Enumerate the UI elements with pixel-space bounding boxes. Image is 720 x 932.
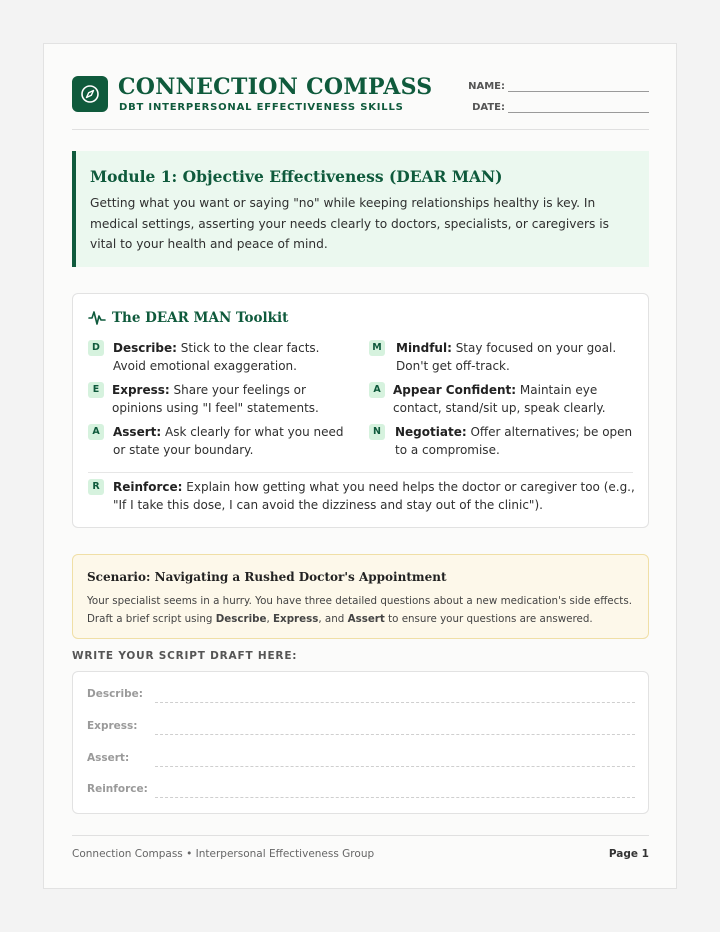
letter-badge: R — [88, 479, 104, 495]
letter-badge: M — [369, 340, 385, 356]
script-draft-box — [72, 671, 649, 814]
pulse-icon — [88, 309, 106, 327]
item-term: Appear Confident: — [393, 383, 517, 397]
draft-row-reinforce[interactable] — [87, 783, 635, 799]
draft-row-label: Describe: — [87, 688, 143, 700]
draft-row-label: Assert: — [87, 752, 130, 764]
toolkit-card — [72, 293, 649, 528]
item-text: Maintain eye contact, stand/sit up, speak clearly. — [393, 383, 606, 415]
draft-row-assert[interactable] — [87, 752, 635, 768]
toolkit-title: The DEAR MAN Toolkit — [112, 310, 289, 326]
scenario-line-1: Your specialist seems in a hurry. You have three detailed questions about a new medication's side effects. — [87, 595, 632, 607]
letter-badge: E — [88, 382, 104, 398]
date-label: DATE: — [472, 102, 505, 113]
compass-icon — [80, 84, 100, 104]
page-footer — [72, 835, 649, 865]
page-header — [72, 74, 649, 130]
toolkit-item-describe — [88, 339, 348, 375]
draft-row-label: Express: — [87, 720, 138, 732]
name-label: NAME: — [468, 81, 505, 92]
keyword-describe: Describe — [215, 613, 267, 625]
toolkit-item-assert — [88, 423, 353, 459]
item-text: Explain how getting what you need helps the doctor or caregiver too (e.g., "If I take this dose, I can avoid the dizziness and stay out of the clinic"). — [113, 480, 635, 512]
toolkit-divider — [88, 472, 633, 473]
item-text: Stay focused on your goal. Don't get off-track. — [396, 341, 617, 373]
toolkit-item-mindful — [369, 339, 639, 375]
scenario-body — [87, 592, 634, 628]
footer-text: Connection Compass • Interpersonal Effectiveness Group — [72, 848, 375, 860]
letter-badge: N — [369, 424, 385, 440]
brand-title: CONNECTION COMPASS — [118, 74, 433, 100]
item-text: Offer alternatives; be open to a compromise. — [395, 425, 633, 457]
toolkit-item-express — [88, 381, 358, 417]
scenario-box — [72, 554, 649, 639]
name-field[interactable] — [468, 78, 649, 92]
item-term: Describe: — [113, 341, 177, 355]
date-field[interactable] — [472, 99, 649, 113]
page-number: Page 1 — [608, 848, 649, 860]
scenario-sep: , — [266, 613, 274, 625]
draft-row-describe[interactable] — [87, 688, 635, 704]
worksheet-page — [43, 43, 677, 889]
scenario-sep: , and — [318, 613, 348, 625]
toolkit-header — [88, 309, 288, 327]
date-line[interactable] — [508, 103, 649, 113]
toolkit-item-appear-confident — [369, 381, 639, 417]
brand-subtitle: DBT INTERPERSONAL EFFECTIVENESS SKILLS — [119, 102, 404, 113]
toolkit-item-reinforce — [88, 478, 638, 514]
item-text: Share your feelings or opinions using "I feel" statements. — [112, 383, 319, 415]
item-term: Negotiate: — [395, 425, 467, 439]
write-line[interactable] — [155, 766, 635, 767]
write-line[interactable] — [155, 734, 635, 735]
letter-badge: D — [88, 340, 104, 356]
item-term: Express: — [112, 383, 170, 397]
keyword-assert: Assert — [347, 613, 385, 625]
toolkit-item-negotiate — [369, 423, 639, 459]
logo — [72, 76, 108, 112]
module-title: Module 1: Objective Effectiveness (DEAR MAN) — [90, 167, 503, 186]
item-term: Mindful: — [396, 341, 452, 355]
write-line[interactable] — [155, 797, 635, 798]
scenario-title: Scenario: Navigating a Rushed Doctor's Appointment — [87, 570, 447, 584]
item-term: Reinforce: — [113, 480, 183, 494]
draft-label: WRITE YOUR SCRIPT DRAFT HERE: — [72, 650, 298, 662]
name-line[interactable] — [508, 82, 649, 92]
item-text: Stick to the clear facts. Avoid emotional exaggeration. — [113, 341, 320, 373]
draft-row-express[interactable] — [87, 720, 635, 736]
scenario-line-2-post: to ensure your questions are answered. — [384, 613, 593, 625]
module-body: Getting what you want or saying "no" while keeping relationships healthy is key. In medical settings, asserting your needs clearly to doctors, specialists, or caregivers is vital to your health and peace of mind. — [90, 196, 609, 251]
item-text: Ask clearly for what you need or state your boundary. — [113, 425, 344, 457]
module-callout — [72, 151, 649, 267]
letter-badge: A — [88, 424, 104, 440]
scenario-line-2-pre: Draft a brief script using — [87, 613, 216, 625]
write-line[interactable] — [155, 702, 635, 703]
keyword-express: Express — [273, 613, 319, 625]
letter-badge: A — [369, 382, 385, 398]
item-term: Assert: — [113, 425, 162, 439]
draft-row-label: Reinforce: — [87, 783, 148, 795]
